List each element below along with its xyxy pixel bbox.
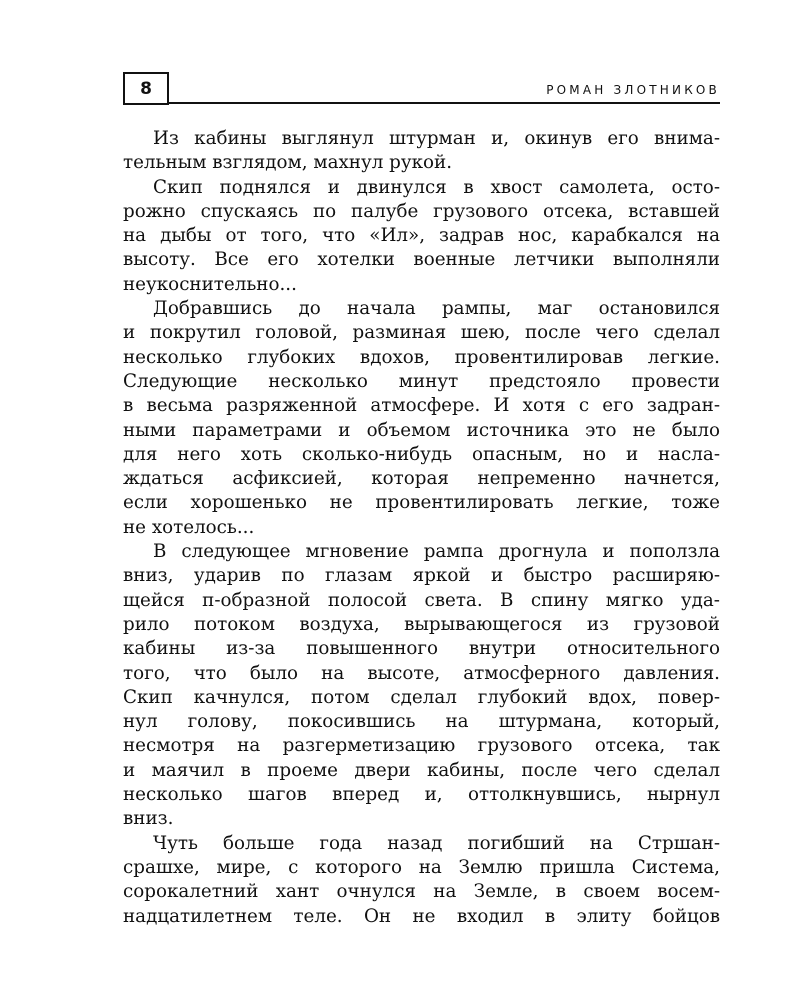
running-title: РОМАН ЗЛОТНИКОВ	[546, 83, 720, 97]
text-line: ными параметрами и объемом источника это не было	[123, 419, 720, 441]
text-line: на дыбы от того, что «Ил», задрав нос, карабкался на	[123, 225, 720, 247]
text-line: вниз, ударив по глазам яркой и быстро расширяю-	[123, 565, 720, 587]
text-line: не хотелось...	[123, 516, 255, 538]
header-rule	[169, 102, 720, 104]
text-line: для него хоть сколько-нибудь опасным, но и насла-	[123, 443, 720, 465]
text-line: рило потоком воздуха, вырывающегося из грузовой	[123, 613, 720, 635]
page-header	[123, 72, 720, 108]
text-line: несколько глубоких вдохов, провентилировав легкие.	[123, 346, 720, 368]
text-line: в весьма разряженной атмосфере. И хотя с его задран-	[123, 395, 720, 417]
text-line: щейся п-образной полосой света. В спину мягко уда-	[123, 589, 720, 611]
text-line: и покрутил головой, разминая шею, после чего сделал	[123, 322, 720, 344]
text-line: высоту. Все его хотелки военные летчики выполняли	[123, 249, 720, 271]
text-line: кабины из-за повышенного внутри относительного	[123, 638, 720, 660]
text-line: вниз.	[123, 808, 174, 830]
text-line: Скип качнулся, потом сделал глубокий вдох, повер-	[123, 686, 720, 708]
text-line: того, что было на высоте, атмосферного давления.	[123, 662, 720, 684]
text-line: несколько шагов вперед и, оттолкнувшись, нырнул	[123, 784, 720, 806]
text-line: несмотря на разгерметизацию грузового отсека, так	[123, 735, 720, 757]
page-number: 8	[123, 72, 169, 105]
text-line: Скип поднялся и двинулся в хвост самолета, осто-	[153, 176, 720, 198]
text-line: нул голову, покосившись на штурмана, который,	[123, 711, 720, 733]
text-line: Добравшись до начала рампы, маг остановился	[153, 298, 720, 320]
text-line: если хорошенько не провентилировать легкие, тоже	[123, 492, 720, 514]
text-line: надцатилетнем теле. Он не входил в элиту бойцов	[123, 905, 720, 927]
text-line: В следующее мгновение рампа дрогнула и поползла	[153, 541, 720, 563]
text-line: рожно спускаясь по палубе грузового отсека, вставшей	[123, 200, 720, 222]
text-line: ждаться асфиксией, которая непременно начнется,	[123, 468, 720, 490]
text-line: сорокалетний хант очнулся на Земле, в своем восем-	[123, 881, 720, 903]
text-line: неукоснительно...	[123, 273, 297, 295]
text-line: Чуть больше года назад погибший на Стршан-	[153, 832, 720, 854]
text-line: Из кабины выглянул штурман и, окинув его внима-	[153, 128, 720, 149]
text-line: и маячил в проеме двери кабины, после чего сделал	[123, 759, 720, 781]
text-line: тельным взглядом, махнул рукой.	[123, 152, 453, 174]
text-line: срашхе, мире, с которого на Землю пришла Система,	[123, 856, 720, 878]
text-line: Следующие несколько минут предстояло провести	[123, 370, 720, 392]
body-text	[123, 127, 720, 929]
